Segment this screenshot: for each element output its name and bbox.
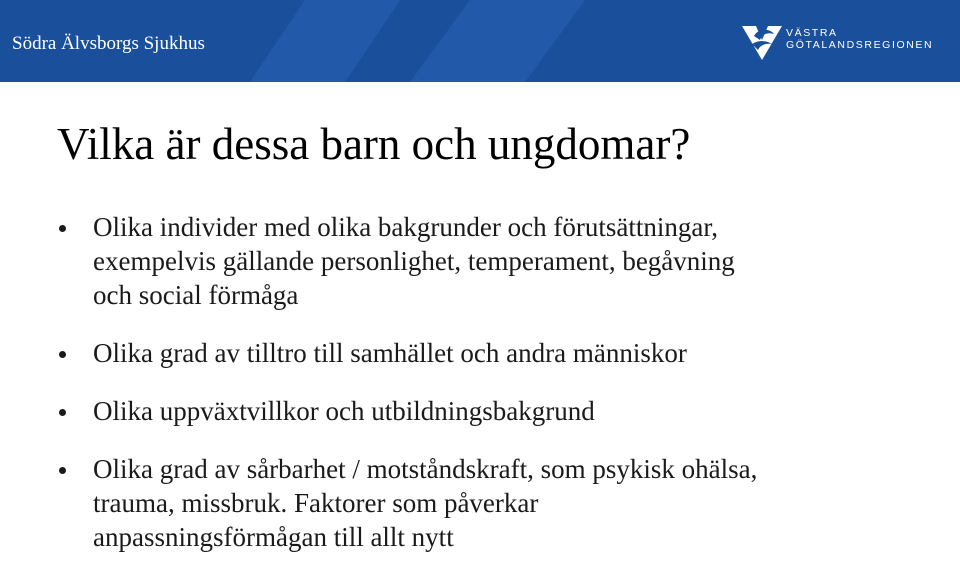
- bullet-line: Olika uppväxtvillkor och utbildningsbakgrund: [93, 396, 595, 426]
- bullet-dot-icon: [59, 467, 66, 474]
- vgr-logo-text: [786, 27, 933, 51]
- vgr-logo: [740, 20, 940, 64]
- bullet-line: exempelvis gällande personlighet, temperament, begåvning: [93, 246, 735, 276]
- bullet-line: Olika individer med olika bakgrunder och förutsättningar,: [93, 212, 718, 242]
- bullet-line: trauma, missbruk. Faktorer som påverkar: [93, 488, 539, 518]
- organization-name: Södra Älvsborgs Sjukhus: [12, 33, 205, 54]
- bullet-item: [57, 210, 937, 312]
- bullet-dot-icon: [59, 351, 66, 358]
- bullet-dot-icon: [59, 409, 66, 416]
- header-banner: [0, 0, 960, 82]
- bullet-line: Olika grad av sårbarhet / motståndskraft, som psykisk ohälsa,: [93, 454, 758, 484]
- bullet-item: [57, 452, 937, 554]
- slide-title: Vilka är dessa barn och ungdomar?: [57, 119, 691, 169]
- bullet-dot-icon: [59, 225, 66, 232]
- bullet-line: anpassningsförmågan till allt nytt: [93, 522, 454, 552]
- logo-line-1: VÄSTRA: [786, 27, 838, 39]
- vgr-logo-icon: [740, 20, 784, 64]
- bullet-list: [57, 210, 937, 578]
- bullet-item: [57, 336, 937, 370]
- logo-line-2: GÖTALANDSREGIONEN: [786, 39, 934, 51]
- bullet-item: [57, 394, 937, 428]
- bullet-line: och social förmåga: [93, 280, 299, 310]
- bullet-line: Olika grad av tilltro till samhället och andra människor: [93, 338, 687, 368]
